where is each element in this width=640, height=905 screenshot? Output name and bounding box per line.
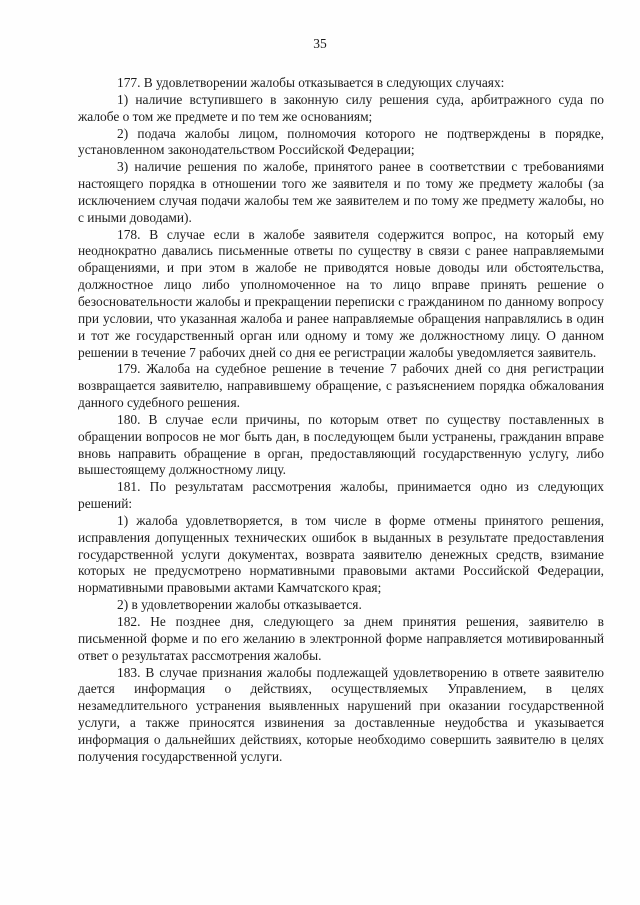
- paragraph-177-item-2: 2) подача жалобы лицом, полномочия которого не подтверждены в порядке, установленном законодательством Российской Федерации;: [78, 125, 604, 158]
- paragraph-181: 181. По результатам рассмотрения жалобы, принимается одно из следующих решений:: [78, 479, 604, 512]
- document-body: [78, 75, 604, 766]
- paragraph-180: 180. В случае если причины, по которым ответ по существу поставленных в обращении вопросов не мог быть дан, в последующем были устранены, гражданин вправе вновь направить обращение в орган, предоставляющий государственную услугу, либо вышестоящему должностному лицу.: [78, 411, 604, 478]
- paragraph-179: 179. Жалоба на судебное решение в течение 7 рабочих дней со дня регистрации возвращается заявителю, направившему обращение, с разъяснением порядка обжалования данного судебного решения.: [78, 361, 604, 411]
- paragraph-177-item-1: 1) наличие вступившего в законную силу решения суда, арбитражного суда по жалобе о том же предмете и по тем же основаниям;: [78, 91, 604, 124]
- paragraph-181-item-1: 1) жалоба удовлетворяется, в том числе в форме отмены принятого решения, исправления допущенных технических ошибок в выданных в результате предоставления государственной услуги документах, возврата заявителю денежных средств, взимание которых не предусмотрено нормативными правовыми актами Российской Федерации, нормативными правовыми актами Камчатского края;: [78, 512, 604, 596]
- paragraph-183: 183. В случае признания жалобы подлежащей удовлетворению в ответе заявителю дается информация о действиях, осуществляемых Управлением, в целях незамедлительного устранения выявленных нарушений при оказании государственной услуги, а также приносятся извинения за доставленные неудобства и указывается информация о дальнейших действиях, которые необходимо совершить заявителю в целях получения государственной услуги.: [78, 664, 604, 764]
- paragraph-182: 182. Не позднее дня, следующего за днем принятия решения, заявителю в письменной форме и по его желанию в электронной форме направляется мотивированный ответ о результатах рассмотрения жалобы.: [78, 614, 604, 663]
- page-number: 35: [313, 36, 327, 51]
- paragraph-177-item-3: 3) наличие решения по жалобе, принятого ранее в соответствии с требованиями настоящего порядка в отношении того же заявителя и по тому же предмету жалобы (за исключением случая подачи жалобы тем же заявителем и по тому же предмету жалобы, но с иными доводами).: [78, 159, 604, 225]
- paragraph-177: 177. В удовлетворении жалобы отказывается в следующих случаях:: [117, 75, 505, 90]
- paragraph-181-item-2: 2) в удовлетворении жалобы отказывается.: [117, 597, 362, 613]
- paragraph-178: 178. В случае если в жалобе заявителя содержится вопрос, на который ему неоднократно давались письменные ответы по существу в связи с ранее направляемыми обращениями, и при этом в жалобе не приводятся новые доводы или обстоятельства, должностное лицо либо уполномоченное на то лицо вправе принять решение о безосновательности жалобы и прекращении переписки с гражданином по данному вопросу при условии, что указанная жалоба и ранее направляемые обращения направлялись в один и тот же государственный орган или одному и тому же должностному лицу. О данном решении в течение 7 рабочих дней со дня ее регистрации жалобы уведомляется заявитель.: [78, 226, 604, 360]
